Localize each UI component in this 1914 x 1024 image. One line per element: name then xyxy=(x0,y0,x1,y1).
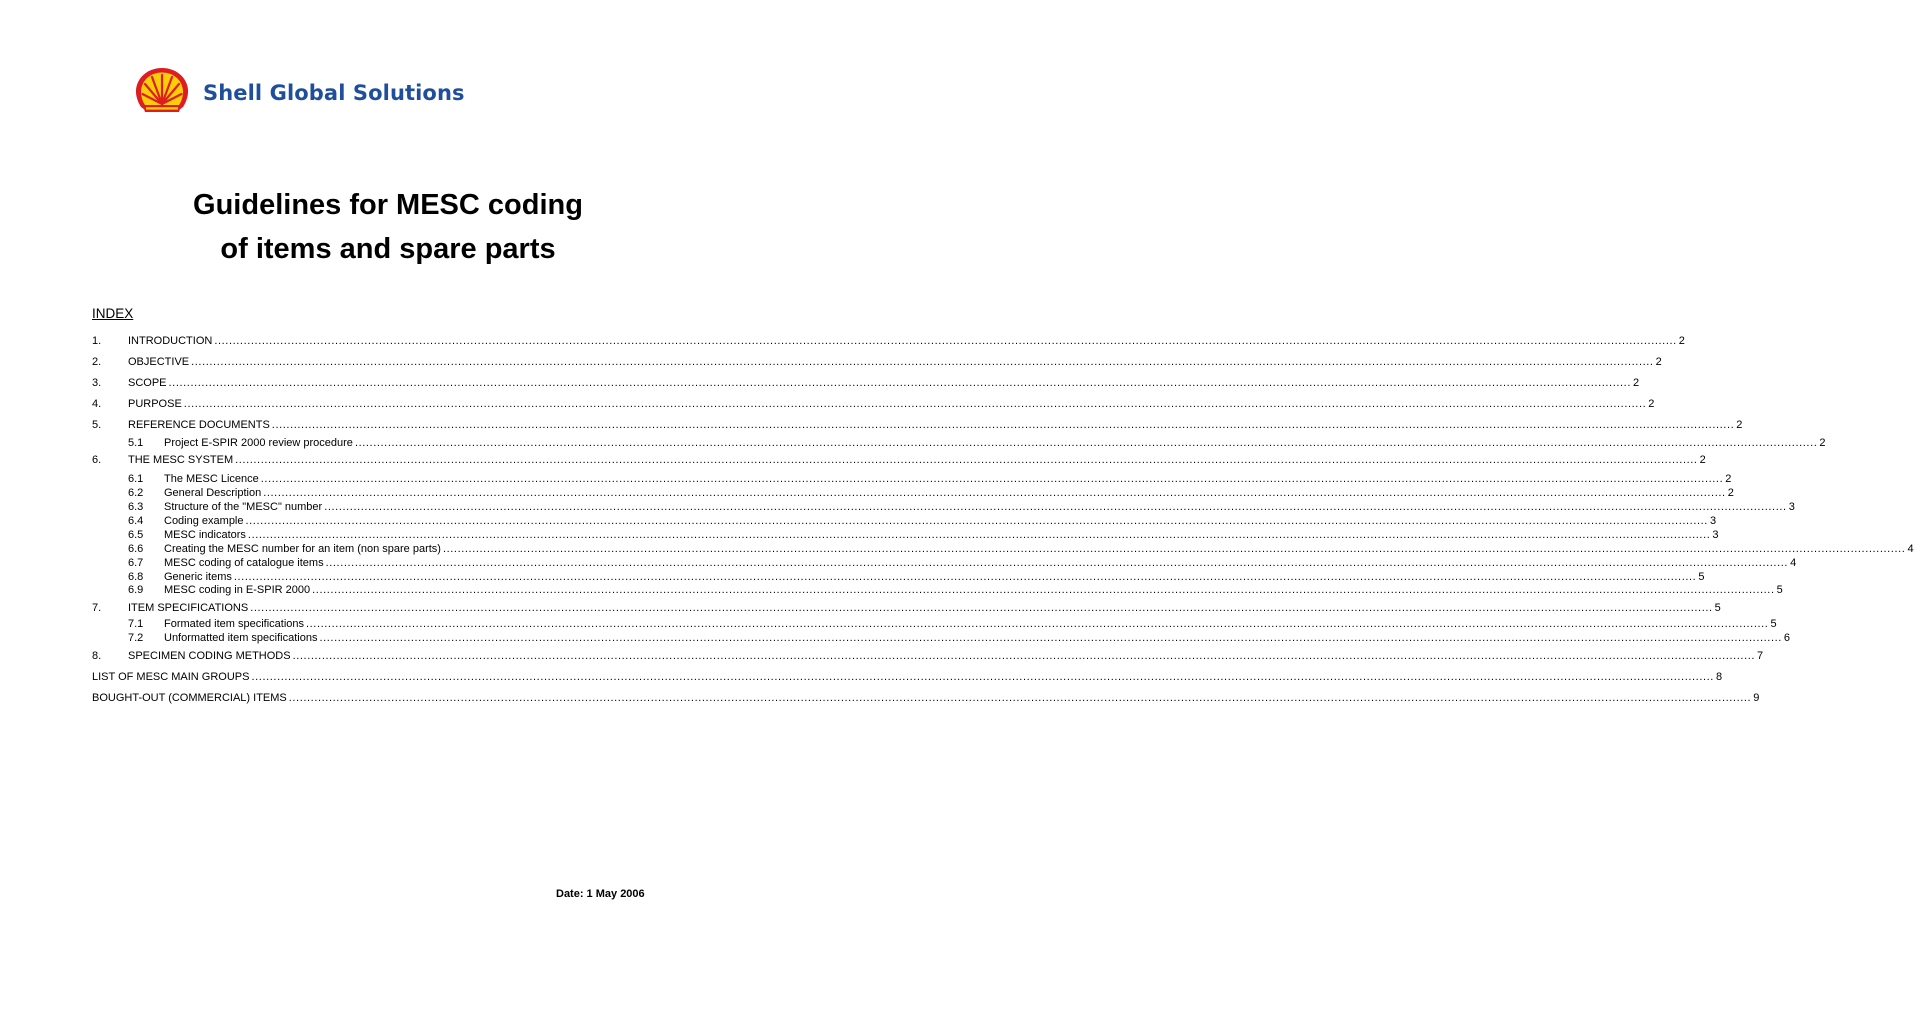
toc-leader-dots: ................................................................................................................................................................................................................................................................................................................................................................................................................ xyxy=(214,335,1677,347)
toc-entry-number: 6.7 xyxy=(128,557,144,569)
toc-entry-title: SPECIMEN CODING METHODS xyxy=(128,650,291,662)
toc-entry-number: 6.8 xyxy=(128,571,144,583)
toc-entry[interactable] xyxy=(92,436,1826,450)
toc-entry-page: 4 xyxy=(1790,557,1797,569)
toc-entry-title: Formated item specifications xyxy=(164,618,304,630)
toc-leader-dots: ................................................................................................................................................................................................................................................................................................................................................................................................................ xyxy=(233,571,1697,583)
toc-leader-dots: ................................................................................................................................................................................................................................................................................................................................................................................................................ xyxy=(245,515,1708,527)
toc-leader-dots: ................................................................................................................................................................................................................................................................................................................................................................................................................ xyxy=(292,650,1756,662)
toc-entry-page: 8 xyxy=(1715,671,1723,683)
toc-entry-title: Structure of the "MESC" number xyxy=(164,501,323,513)
toc-entry[interactable] xyxy=(92,355,1662,369)
toc-entry-page: 5 xyxy=(1770,618,1777,630)
toc-entry-page: 2 xyxy=(1632,377,1640,389)
toc-entry[interactable] xyxy=(92,631,1791,645)
toc-entry[interactable] xyxy=(92,617,1777,631)
toc-entry[interactable] xyxy=(92,397,1655,411)
toc-entry-number: 6.2 xyxy=(128,487,144,499)
toc-entry-title: Coding example xyxy=(164,515,244,527)
toc-leader-dots: ................................................................................................................................................................................................................................................................................................................................................................................................................ xyxy=(260,473,1724,485)
toc-leader-dots: ................................................................................................................................................................................................................................................................................................................................................................................................................ xyxy=(324,501,1787,513)
toc-entry[interactable] xyxy=(92,472,1732,486)
toc-leader-dots: ................................................................................................................................................................................................................................................................................................................................................................................................................ xyxy=(354,437,1818,449)
toc-entry-number: 6.3 xyxy=(128,501,144,513)
toc-entry-page: 7 xyxy=(1757,650,1764,662)
toc-entry-title: Generic items xyxy=(164,571,232,583)
toc-entry-number: 7.1 xyxy=(128,618,144,630)
toc-leader-dots: ................................................................................................................................................................................................................................................................................................................................................................................................................ xyxy=(251,671,1714,683)
toc-entry-page: 2 xyxy=(1725,473,1732,485)
title-line-1: Guidelines for MESC coding xyxy=(193,189,583,221)
toc-entry-title: MESC indicators xyxy=(164,529,246,541)
toc-entry-number: 8. xyxy=(92,650,102,662)
toc-entry-number: 4. xyxy=(92,398,102,410)
toc-leader-dots: ................................................................................................................................................................................................................................................................................................................................................................................................................ xyxy=(319,632,1782,644)
toc-entry-page: 2 xyxy=(1655,356,1662,368)
toc-entry-number: 6.5 xyxy=(128,529,144,541)
toc-entry[interactable] xyxy=(92,570,1705,584)
toc-entry[interactable] xyxy=(92,514,1717,528)
toc-entry-number: 5. xyxy=(92,419,102,431)
toc-leader-dots: ................................................................................................................................................................................................................................................................................................................................................................................................................ xyxy=(312,584,1775,596)
toc-entry-title: PURPOSE xyxy=(128,398,182,410)
toc-entry[interactable] xyxy=(92,418,1743,432)
toc-leader-dots: ................................................................................................................................................................................................................................................................................................................................................................................................................ xyxy=(288,692,1752,704)
toc-entry-page: 9 xyxy=(1753,692,1760,704)
toc-entry-title: MESC coding in E-SPIR 2000 xyxy=(164,584,311,596)
toc-entry[interactable] xyxy=(92,453,1706,467)
toc-entry-number: 2. xyxy=(92,356,102,368)
toc-entry-page: 5 xyxy=(1698,571,1705,583)
toc-entry-number: 6. xyxy=(92,454,102,466)
toc-entry-number: 6.9 xyxy=(128,584,144,596)
toc-leader-dots: ................................................................................................................................................................................................................................................................................................................................................................................................................ xyxy=(263,487,1726,499)
toc-entry[interactable] xyxy=(92,556,1797,570)
toc-entry-title: General Description xyxy=(164,487,262,499)
toc-entry-page: 6 xyxy=(1783,632,1791,644)
shell-pecten-logo xyxy=(133,66,191,116)
toc-entry-title: Creating the MESC number for an item (non spare parts) xyxy=(164,543,441,555)
toc-leader-dots: ................................................................................................................................................................................................................................................................................................................................................................................................................ xyxy=(250,602,1713,614)
toc-entry-page: 5 xyxy=(1776,584,1783,596)
toc-entry-number: 6.1 xyxy=(128,473,144,485)
toc-leader-dots: ................................................................................................................................................................................................................................................................................................................................................................................................................ xyxy=(325,557,1789,569)
toc-entry[interactable] xyxy=(92,583,1783,597)
toc-entry-page: 2 xyxy=(1819,437,1826,449)
brand-name: Shell Global Solutions xyxy=(203,81,465,105)
toc-leader-dots: ................................................................................................................................................................................................................................................................................................................................................................................................................ xyxy=(191,356,1654,368)
toc-leader-dots: ................................................................................................................................................................................................................................................................................................................................................................................................................ xyxy=(442,543,1906,555)
toc-entry[interactable] xyxy=(92,601,1721,615)
toc-entry[interactable] xyxy=(92,528,1719,542)
toc-entry[interactable] xyxy=(92,486,1734,500)
toc-leader-dots: ................................................................................................................................................................................................................................................................................................................................................................................................................ xyxy=(183,398,1647,410)
toc-entry[interactable] xyxy=(92,691,1760,705)
index-heading: INDEX xyxy=(92,306,134,321)
toc-entry-title: THE MESC SYSTEM xyxy=(128,454,234,466)
toc-leader-dots: ................................................................................................................................................................................................................................................................................................................................................................................................................ xyxy=(235,454,1698,466)
toc-entry-title: Project E-SPIR 2000 review procedure xyxy=(164,437,353,449)
toc-entry-title: INTRODUCTION xyxy=(128,335,213,347)
toc-entry-title: LIST OF MESC MAIN GROUPS xyxy=(92,671,250,683)
toc-entry-number: 3. xyxy=(92,377,102,389)
document-title xyxy=(0,183,776,271)
toc-entry-title: REFERENCE DOCUMENTS xyxy=(128,419,270,431)
toc-leader-dots: ................................................................................................................................................................................................................................................................................................................................................................................................................ xyxy=(306,618,1769,630)
title-line-2: of items and spare parts xyxy=(220,233,556,265)
toc-leader-dots: ................................................................................................................................................................................................................................................................................................................................................................................................................ xyxy=(271,419,1735,431)
toc-entry-page: 2 xyxy=(1736,419,1743,431)
toc-entry-title: MESC coding of catalogue items xyxy=(164,557,324,569)
toc-entry-page: 3 xyxy=(1712,529,1719,541)
toc-entry-page: 2 xyxy=(1727,487,1734,499)
toc-entry[interactable] xyxy=(92,542,1914,556)
toc-entry-title: SCOPE xyxy=(128,377,167,389)
toc-entry[interactable] xyxy=(92,500,1795,514)
toc-entry[interactable] xyxy=(92,670,1723,684)
toc-entry-page: 2 xyxy=(1699,454,1706,466)
toc-entry-title: OBJECTIVE xyxy=(128,356,190,368)
toc-entry[interactable] xyxy=(92,376,1640,390)
toc-entry-page: 3 xyxy=(1709,515,1717,527)
toc-entry-number: 7. xyxy=(92,602,102,614)
toc-entry-number: 6.4 xyxy=(128,515,144,527)
toc-entry-title: ITEM SPECIFICATIONS xyxy=(128,602,249,614)
toc-entry-number: 6.6 xyxy=(128,543,144,555)
document-date: Date: 1 May 2006 xyxy=(556,888,645,900)
toc-entry-page: 5 xyxy=(1714,602,1721,614)
toc-entry-page: 2 xyxy=(1678,335,1685,347)
toc-entry[interactable] xyxy=(92,649,1764,663)
toc-entry-page: 2 xyxy=(1648,398,1655,410)
toc-entry-number: 1. xyxy=(92,335,102,347)
toc-entry-title: Unformatted item specifications xyxy=(164,632,318,644)
toc-entry[interactable] xyxy=(92,334,1685,348)
toc-entry-number: 7.2 xyxy=(128,632,144,644)
toc-entry-page: 4 xyxy=(1907,543,1914,555)
toc-entry-title: The MESC Licence xyxy=(164,473,259,485)
toc-entry-title: BOUGHT-OUT (COMMERCIAL) ITEMS xyxy=(92,692,287,704)
toc-entry-page: 3 xyxy=(1788,501,1795,513)
header xyxy=(133,66,465,116)
toc-leader-dots: ................................................................................................................................................................................................................................................................................................................................................................................................................ xyxy=(168,377,1631,389)
toc-leader-dots: ................................................................................................................................................................................................................................................................................................................................................................................................................ xyxy=(247,529,1711,541)
toc-entry-number: 5.1 xyxy=(128,437,144,449)
